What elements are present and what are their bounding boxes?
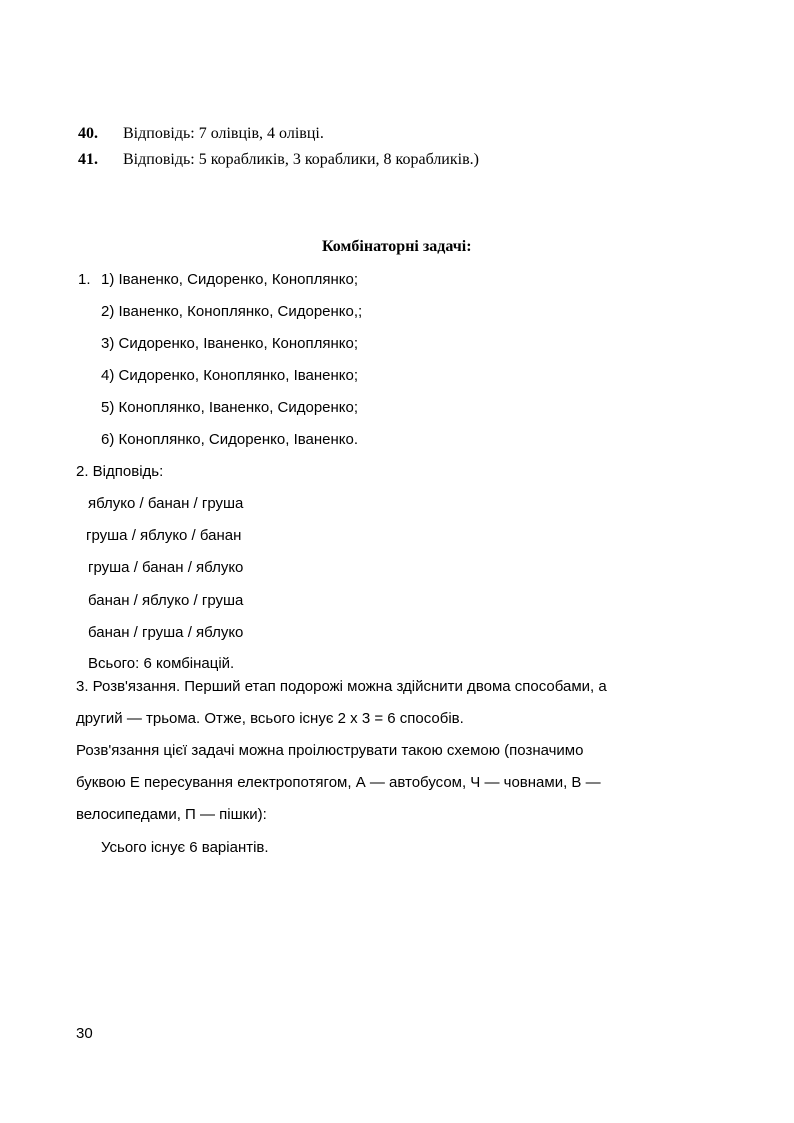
task1-item: 5) Коноплянко, Іваненко, Сидоренко;: [101, 399, 359, 416]
task2-total: Всього: 6 комбінацій.: [88, 655, 235, 672]
task1-item: 2) Іваненко, Коноплянко, Сидоренко,;: [101, 303, 363, 320]
task3-line: буквою Е пересування електропотягом, А — автобусом, Ч — човнами, В —: [76, 774, 601, 791]
page-number: 30: [76, 1025, 93, 1042]
task1-item: 3) Сидоренко, Іваненко, Коноплянко;: [101, 335, 359, 352]
task1-number: 1.: [78, 271, 91, 288]
task3-conclusion: Усього існує 6 варіантів.: [101, 839, 269, 856]
task1-item: 4) Сидоренко, Коноплянко, Іваненко;: [101, 367, 359, 384]
answer-text: Відповідь: 5 корабликів, 3 кораблики, 8 корабликів.): [123, 151, 479, 168]
task3-line: велосипедами, П — пішки):: [76, 806, 267, 823]
task1-item: 6) Коноплянко, Сидоренко, Іваненко.: [101, 431, 359, 448]
task2-item: груша / банан / яблуко: [88, 559, 244, 576]
task2-heading: 2. Відповідь:: [76, 463, 164, 480]
answer-row: [78, 124, 98, 144]
task2-item: банан / груша / яблуко: [88, 624, 244, 641]
task2-item: груша / яблуко / банан: [86, 527, 242, 544]
task2-item: банан / яблуко / груша: [88, 592, 244, 609]
section-title: Комбінаторні задачі:: [322, 238, 472, 255]
task3-line: другий — трьома. Отже, всього існує 2 х 3 = 6 способів.: [76, 710, 464, 727]
answer-number: 41.: [78, 151, 98, 168]
task1-item: 1) Іваненко, Сидоренко, Коноплянко;: [101, 271, 359, 288]
task3-line: 3. Розв'язання. Перший етап подорожі можна здійснити двома способами, а: [76, 678, 607, 695]
task2-item: яблуко / банан / груша: [88, 495, 244, 512]
answer-text: Відповідь: 7 олівців, 4 олівці.: [123, 125, 324, 142]
answer-number: 40.: [78, 125, 98, 142]
answer-row: [78, 150, 98, 170]
task3-line: Розв'язання цієї задачі можна проілюструвати такою схемою (позначимо: [76, 742, 584, 759]
